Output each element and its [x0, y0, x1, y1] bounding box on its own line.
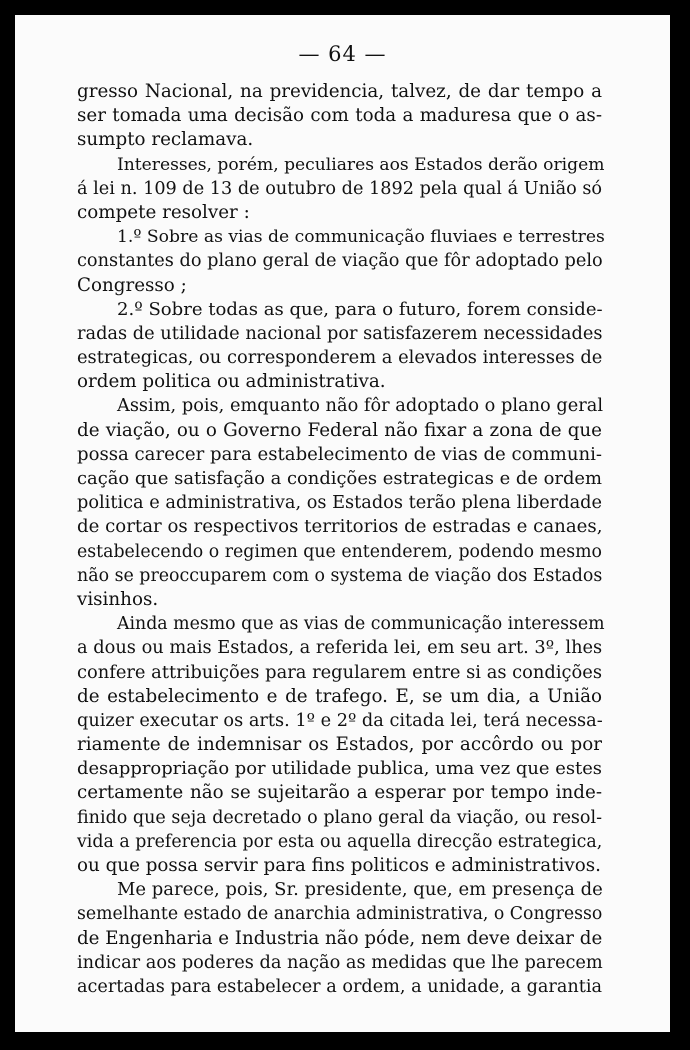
text-line: semelhante estado de anarchia administrativa, o Congresso: [77, 904, 603, 925]
text-line: Assim, pois, emquanto não fôr adoptado o plano geral: [117, 396, 604, 417]
text-line: a dous ou mais Estados, a referida lei, em seu art. 3º, lhes: [77, 637, 603, 659]
text-line: politica e administrativa, os Estados terão plena liberdade: [77, 493, 602, 514]
body-text: [77, 80, 605, 999]
text-line: Interesses, porém, peculiares aos Estados derão origem: [117, 154, 605, 175]
text-line: á lei n. 109 de 13 de outubro de 1892 pela qual á União só: [77, 178, 603, 199]
text-line: não se preoccuparem com o systema de viação dos Estados: [77, 565, 603, 586]
text-line: 2.º Sobre todas as que, para o futuro, forem conside-: [117, 298, 603, 320]
text-line: finido que seja decretado o plano geral da viação, ou resol-: [77, 807, 602, 828]
text-line: 1.º Sobre as vias de communicação fluviaes e terrestres: [117, 227, 605, 248]
text-line: de cortar os respectivos territorios de estradas e canaes,: [77, 516, 603, 538]
text-line: gresso Nacional, na previdencia, talvez, de dar tempo a: [77, 81, 602, 102]
text-line: ordem politica ou administrativa.: [77, 371, 386, 393]
text-line: ou que possa servir para fins politicos e administrativos.: [77, 855, 601, 876]
text-line: constantes do plano geral de viação que fôr adoptado pelo: [77, 251, 603, 272]
text-line: compete resolver :: [77, 201, 250, 223]
text-line: confere attribuições para regularem entre si as condições: [77, 661, 602, 683]
text-line: Ainda mesmo que as vias de communicação interessem: [117, 614, 605, 635]
text-line: visinhos.: [77, 588, 159, 610]
text-line: estrategicas, ou corresponderem a elevados interesses de: [77, 347, 603, 369]
text-line: ser tomada uma decisão com toda a maduresa que o as-: [77, 105, 602, 127]
page-number: — 64 —: [298, 42, 387, 66]
text-line: de viação, ou o Governo Federal não fixar a zona de que: [77, 419, 602, 441]
text-line: possa carecer para estabelecimento de vias de communi-: [77, 443, 602, 465]
text-line: Me parece, pois, Sr. presidente, que, em presença de: [117, 879, 603, 901]
text-line: acertadas para estabelecer a ordem, a unidade, a garantia: [77, 976, 603, 997]
text-line: indicar aos poderes da nação as medidas que lhe parecem: [77, 952, 603, 973]
text-line: cação que satisfação a condições estrategicas e de ordem: [77, 468, 603, 489]
text-line: radas de utilidade nacional por satisfazerem necessidades: [77, 323, 603, 344]
text-line: desappropriação por utilidade publica, uma vez que estes: [77, 758, 602, 780]
text-line: Congresso ;: [77, 274, 187, 296]
text-line: estabelecendo o regimen que entenderem, podendo mesmo: [77, 541, 602, 562]
text-line: riamente de indemnisar os Estados, por accôrdo ou por: [77, 734, 602, 756]
text-line: sumpto reclamava.: [77, 129, 254, 151]
text-line: vida a preferencia por esta ou aquella direcção estrategica,: [77, 831, 603, 852]
document-page: [15, 15, 670, 1032]
text-line: quizer executar os arts. 1º e 2º da citada lei, terá necessa-: [77, 710, 603, 731]
text-line: certamente não se sujeitarão a esperar por tempo inde-: [77, 782, 602, 804]
text-line: de estabelecimento e de trafego. E, se um dia, a União: [77, 685, 602, 707]
text-line: de Engenharia e Industria não póde, nem deve deixar de: [77, 927, 603, 949]
